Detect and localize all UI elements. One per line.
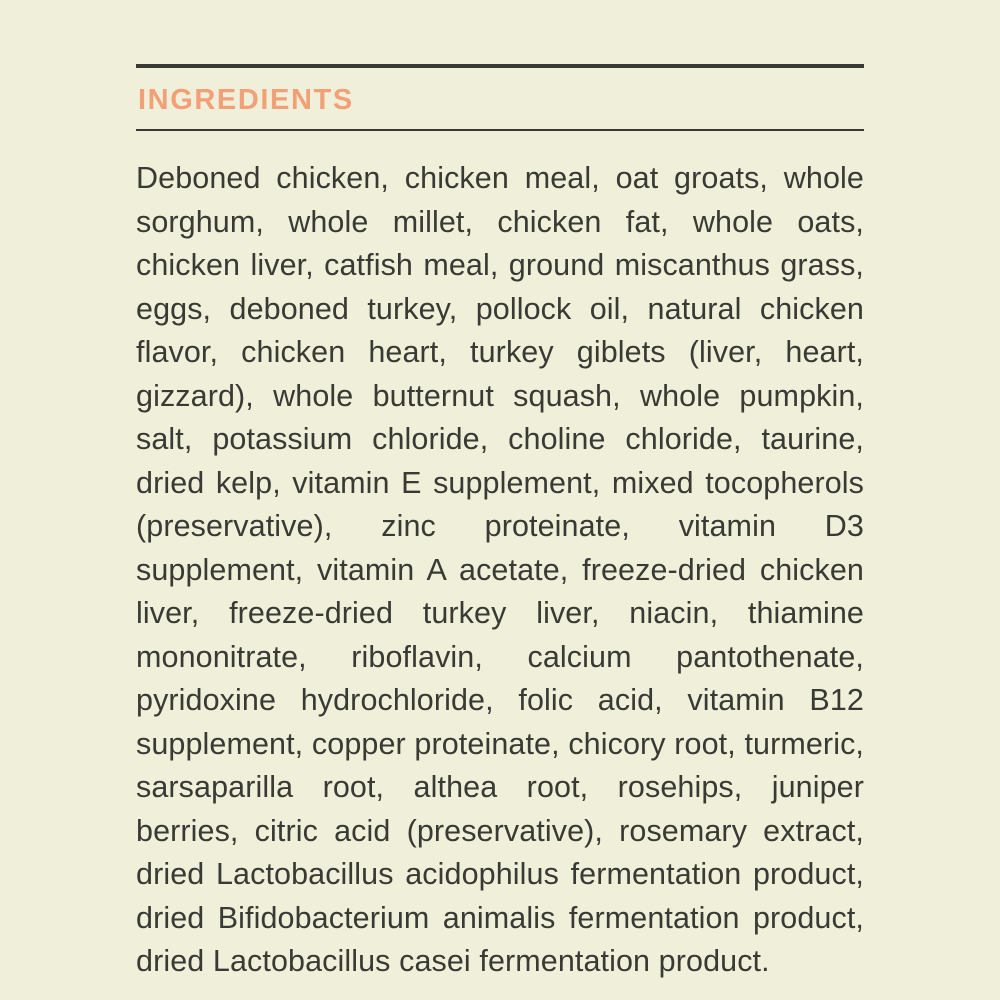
ingredients-list-text: Deboned chicken, chicken meal, oat groats, whole sorghum, whole millet, chicken fat, whole oats, chicken liver, catfish meal, ground miscanthus grass, eggs, deboned turkey, pollock oil, natural chicken flavor, chicken heart, turkey giblets (liver, heart, gizzard), whole butternut squash, whole pumpkin, salt, potassium chloride, choline chloride, taurine, dried kelp, vitamin E supplement, mixed tocopherols (preservative), zinc proteinate, vitamin D3 supplement, vitamin A acetate, freeze-dried chicken liver, freeze-dried turkey liver, niacin, thiamine mononitrate, riboflavin, calcium pantothenate, pyridoxine hydrochloride, folic acid, vitamin B12 supplement, copper proteinate, chicory root, turmeric, sarsaparilla root, althea root, rosehips, juniper berries, citric acid (preservative), rosemary extract, dried Lactobacillus acidophilus fermentation product, dried Bifidobacterium animalis fermentation product, dried Lactobacillus casei fermentation product. (136, 161, 864, 978)
section-heading: INGREDIENTS (138, 84, 354, 116)
bottom-divider (136, 129, 864, 131)
ingredients-panel (136, 64, 864, 984)
